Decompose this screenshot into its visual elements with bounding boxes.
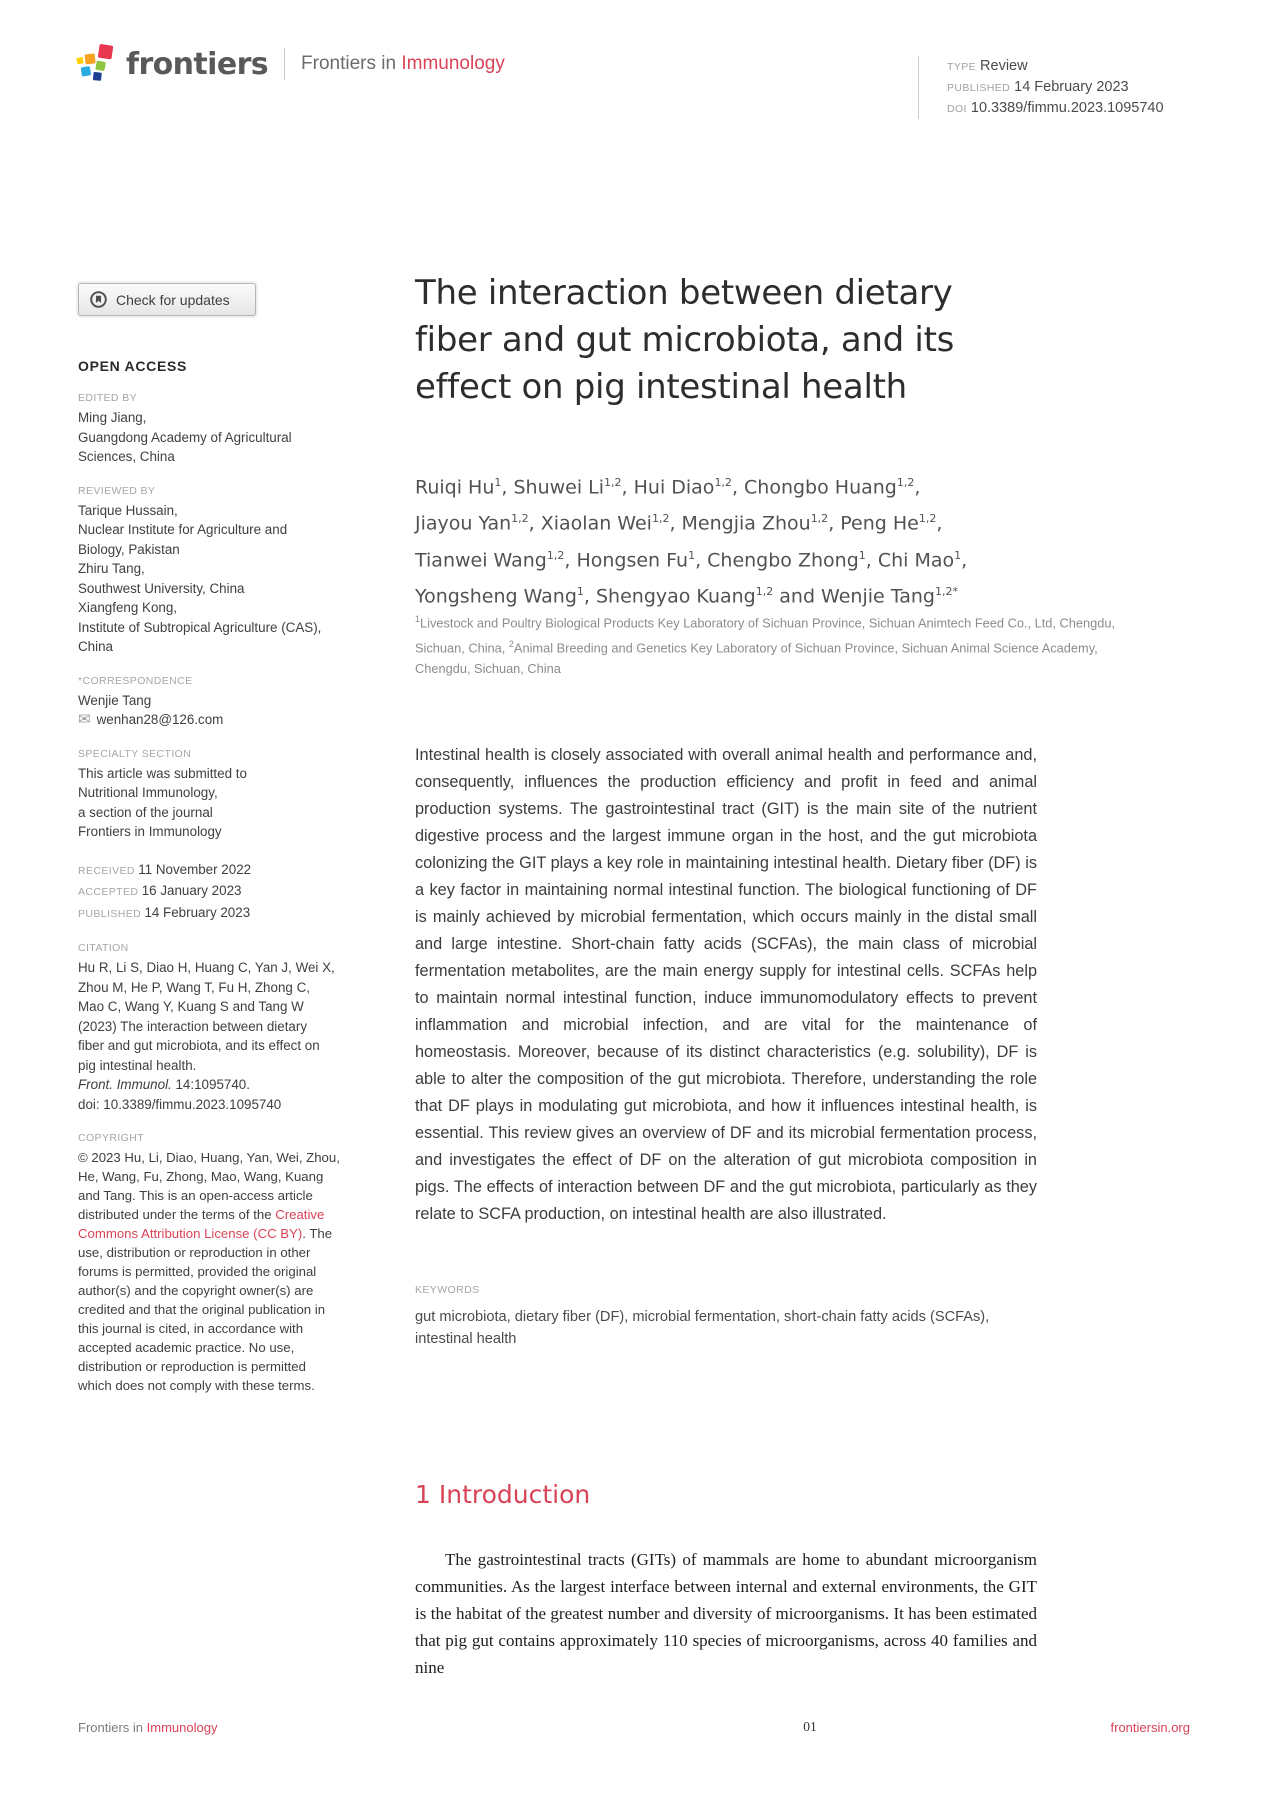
header-divider <box>284 48 285 80</box>
open-access-label: OPEN ACCESS <box>78 358 188 374</box>
section-line: China <box>78 639 113 654</box>
footer-journal-prefix: Frontiers in <box>78 1720 144 1735</box>
keywords-label: KEYWORDS <box>415 1284 480 1296</box>
date-value: 16 January 2023 <box>141 883 242 898</box>
abstract-text: Intestinal health is closely associated with overall animal health and performance and, consequently, influences the production efficiency and profit in feed and animal production systems. The gastrointestinal tract (GIT) is the main site of the nutrient digestive process and the largest immune organ in the host, and the gut microbiota colonizing the GIT plays a key role in maintaining intestinal health. Dietary fiber (DF) is a key factor in maintaining normal intestinal function. The biological functioning of DF is mainly achieved by microbial fermentation, which occurs mainly in the distal small and large intestine. Short-chain fatty acids (SCFAs), the main class of microbial fermentation metabolites, are the main energy supply for intestinal cells. SCFAs help to maintain normal intestinal function, induce immunomodulatory effects to prevent inflammation and microbial infection, and are vital for the maintenance of homeostasis. Moreover, because of its distinct characteristics (e.g. solubility), DF is able to alter the composition of the gut microbiota. Therefore, understanding the role that DF plays in modulating gut microbiota, and how it influences intestinal health, is essential. This review gives an overview of DF and its microbial fermentation process, and investigates the effect of DF on the alteration of gut microbiota composition in pigs. The effects of interaction between DF and the gut microbiota, particularly as they relate to SCFA production, on intestinal health are also illustrated. <box>415 746 1037 1223</box>
author-line: Jiayou Yan$^{1,2}$, Xiaolan Wei$^{1,2}$, Mengjia Zhou$^{1,2}$, Peng He$^{1,2}$, <box>415 512 943 535</box>
envelope-icon: ✉ <box>78 711 91 728</box>
meta-label: DOI <box>947 103 967 115</box>
copyright-text: © 2023 Hu, Li, Diao, Huang, Yan, Wei, Zhou, He, Wang, Fu, Zhong, Mao, Wang, Kuang and Tang. This is an open-access article distributed under the terms of the Creative Commons Attribution License (CC BY). The use, distribution or reproduction in other forums is permitted, provided the original author(s) and the copyright owner(s) are credited and that the original publication in this journal is cited, in accordance with accepted academic practice. No use, distribution or reproduction is permitted which does not comply with these terms. <box>78 1150 340 1393</box>
copyright-section <box>78 1132 342 1395</box>
section-label: SPECIALTY SECTION <box>78 747 192 760</box>
meta-row <box>947 98 1164 119</box>
meta-row <box>947 56 1164 77</box>
section-line: Xiangfeng Kong, <box>78 600 178 615</box>
page-number: 01 <box>803 1719 817 1734</box>
date-value: 11 November 2022 <box>138 861 252 877</box>
section-line: Tarique Hussain, <box>78 502 178 518</box>
date-label: ACCEPTED <box>78 886 142 898</box>
email-text: wenhan28@126.com <box>96 712 224 727</box>
section-label: *CORRESPONDENCE <box>78 674 193 687</box>
affiliations: $^1$Livestock and Poultry Biological Products Key Laboratory of Sichuan Province, Sichuan Animtech Feed Co., Ltd, Chengdu, Sichuan, China, $^2$Animal Breeding and Genetics Key Laboratory of Sichuan Province, Sichuan Animal Science Academy, Chengdu, Sichuan, China <box>415 614 1115 676</box>
author-line: Tianwei Wang$^{1,2}$, Hongsen Fu$^1$, Chengbo Zhong$^1$, Chi Mao$^1$, <box>415 548 968 571</box>
article-meta-block <box>918 56 1164 119</box>
citation-line: doi: 10.3389/fimmu.2023.1095740 <box>78 1096 282 1112</box>
date-value: 14 February 2023 <box>144 904 251 920</box>
keywords-text: gut microbiota, dietary fiber (DF), microbial fermentation, short-chain fatty acids (SCFAs), intestinal health <box>415 1309 990 1347</box>
section-line: Southwest University, China <box>78 580 245 596</box>
citation-line: (2023) The interaction between dietary <box>78 1018 308 1034</box>
article-info-sidebar <box>78 358 342 1395</box>
citation-line: pig intestinal health. <box>78 1057 197 1073</box>
footer-journal <box>78 1720 217 1735</box>
sidebar-section <box>78 748 342 842</box>
meta-value: 14 February 2023 <box>1014 79 1129 95</box>
meta-label: TYPE <box>947 61 977 73</box>
meta-value: Review <box>980 58 1028 74</box>
correspondence-email[interactable] <box>78 710 342 730</box>
citation-line: Front. Immunol. 14:1095740. <box>78 1077 250 1092</box>
crossmark-icon <box>89 290 108 309</box>
meta-row <box>947 77 1164 98</box>
section-line: This article was submitted to <box>78 765 247 781</box>
cc-by-license-link[interactable]: Creative Commons Attribution License (CC BY) <box>78 1207 325 1241</box>
brand-wordmark: frontiers <box>126 46 269 82</box>
section-line: Nutritional Immunology, <box>78 785 218 800</box>
sidebar-section <box>78 392 342 467</box>
sidebar-sections <box>78 392 342 842</box>
sidebar-section <box>78 675 342 730</box>
check-for-updates-label: Check for updates <box>116 291 230 308</box>
section-line: Guangdong Academy of Agricultural <box>78 429 292 445</box>
date-row <box>78 860 342 882</box>
introduction-heading: 1 Introduction <box>415 1480 591 1509</box>
footer-website-link[interactable]: frontiersin.org <box>1110 1720 1190 1735</box>
date-row <box>78 881 342 903</box>
section-line: Sciences, China <box>78 449 175 464</box>
article-title: The interaction between dietary fiber and gut microbiota, and its effect on pig intestinal health <box>415 273 955 407</box>
section-line: Zhiru Tang, <box>78 561 145 576</box>
author-line: Yongsheng Wang$^1$, Shengyao Kuang$^{1,2}$ and Wenjie Tang$^{1,2*}$ <box>415 584 958 608</box>
journal-name-accent: Immunology <box>401 53 505 74</box>
section-line: Nuclear Institute for Agriculture and <box>78 522 288 537</box>
author-line: Ruiqi Hu$^1$, Shuwei Li$^{1,2}$, Hui Diao$^{1,2}$, Chongbo Huang$^{1,2}$, <box>415 476 921 499</box>
meta-label: PUBLISHED <box>947 82 1011 94</box>
frontiers-logo[interactable] <box>74 42 505 86</box>
citation-section <box>78 942 342 1114</box>
citation-line: Mao C, Wang Y, Kuang S and Tang W <box>78 999 304 1014</box>
section-line: Biology, Pakistan <box>78 541 180 557</box>
check-for-updates-button[interactable] <box>78 283 256 316</box>
date-label: PUBLISHED <box>78 907 145 920</box>
section-label: REVIEWED BY <box>78 484 156 497</box>
author-list <box>415 467 1065 612</box>
footer-journal-name: Immunology <box>146 1720 218 1735</box>
section-line: Ming Jiang, <box>78 410 147 425</box>
section-line: Frontiers in Immunology <box>78 824 222 839</box>
copyright-label: COPYRIGHT <box>78 1132 145 1144</box>
meta-value: 10.3389/fimmu.2023.1095740 <box>970 100 1164 116</box>
section-line: Institute of Subtropical Agriculture (CAS), <box>78 619 322 635</box>
citation-line: Zhou M, He P, Wang T, Fu H, Zhong C, <box>78 979 310 995</box>
citation-label: CITATION <box>78 942 129 954</box>
citation-lines <box>78 958 342 1114</box>
date-label: RECEIVED <box>78 864 139 877</box>
citation-line: Hu R, Li S, Diao H, Huang C, Yan J, Wei X, <box>78 960 335 975</box>
frontiers-logo-icon <box>74 42 118 86</box>
section-line: a section of the journal <box>78 804 213 820</box>
introduction-paragraph: The gastrointestinal tracts (GITs) of mammals are home to abundant microorganism communities. As the largest interface between internal and external environments, the GIT is the habitat of the greatest number and diversity of microorganisms. It has been estimated that pig gut contains approximately 110 species of microorganisms, across 40 families and nine <box>415 1550 1037 1677</box>
journal-title <box>301 53 505 75</box>
citation-line: fiber and gut microbiota, and its effect on <box>78 1038 320 1053</box>
date-row <box>78 903 342 925</box>
section-line: Wenjie Tang <box>78 692 152 708</box>
journal-prefix: Frontiers in <box>301 53 397 74</box>
dates-section <box>78 860 342 925</box>
section-label: EDITED BY <box>78 392 138 404</box>
sidebar-section <box>78 485 342 657</box>
